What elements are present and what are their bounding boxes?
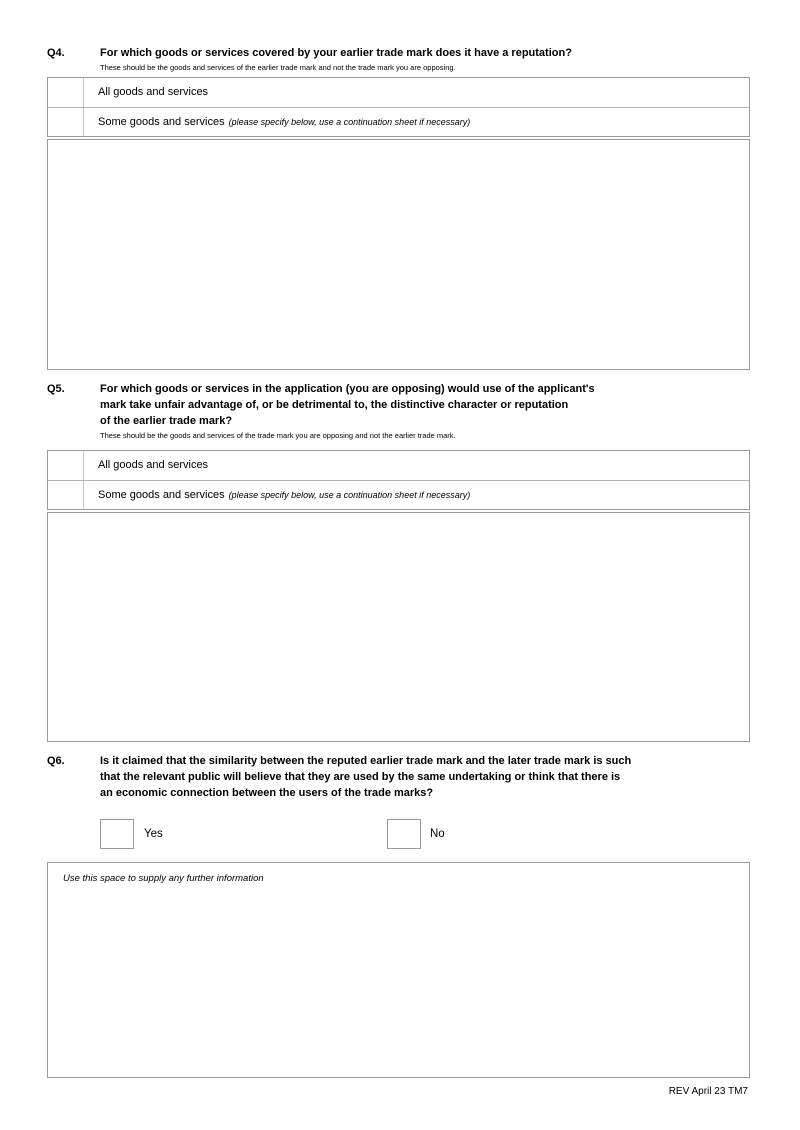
q6-question-text-line1: Is it claimed that the similarity between the reputed earlier trade mark and the later trade mark is such <box>100 755 632 767</box>
q5-all-goods-label-text: All goods and services <box>98 459 209 471</box>
q4-specify-goods-textarea[interactable] <box>47 139 750 370</box>
q5-question-text-line1: For which goods or services in the application (you are opposing) would use of the applicant's <box>100 383 595 395</box>
q6-yes-label: Yes <box>144 828 163 840</box>
q4-number: Q4. <box>47 47 65 59</box>
q6-no-checkbox[interactable] <box>387 819 421 849</box>
q4-header <box>47 45 760 73</box>
q5-all-goods-checkbox[interactable] <box>48 451 84 480</box>
q5-option-row-some-goods <box>48 480 749 509</box>
q6-question-body <box>100 753 760 801</box>
form-revision-label: REV April 23 TM7 <box>668 1086 748 1097</box>
q4-option-row-some-goods <box>48 107 749 136</box>
q4-options-table <box>47 77 750 137</box>
q6-yes-no-row <box>47 818 750 850</box>
q5-some-goods-label-text: Some goods and services <box>98 489 225 501</box>
q4-all-goods-label-text: All goods and services <box>98 86 209 98</box>
q6-no-label: No <box>430 828 445 840</box>
q5-question-text-line3: of the earlier trade mark? <box>100 415 233 427</box>
q5-some-goods-label <box>84 481 470 509</box>
q6-number: Q6. <box>47 755 65 767</box>
further-information-textarea[interactable] <box>47 862 750 1078</box>
q5-some-goods-qualifier: (please specify below, use a continuation sheet if necessary) <box>228 490 471 500</box>
q6-question-text-line2: that the relevant public will believe that they are used by the same undertaking or think that there is <box>100 771 621 783</box>
q5-number: Q5. <box>47 383 65 395</box>
q4-some-goods-checkbox[interactable] <box>48 108 84 136</box>
q4-question-body <box>100 45 760 73</box>
q4-some-goods-qualifier: (please specify below, use a continuation sheet if necessary) <box>228 117 471 127</box>
q5-option-row-all-goods <box>48 451 749 480</box>
q5-question-text-line2: mark take unfair advantage of, or be detrimental to, the distinctive character or reputation <box>100 399 569 411</box>
q4-some-goods-label-text: Some goods and services <box>98 116 225 128</box>
q5-specify-goods-textarea[interactable] <box>47 512 750 742</box>
q4-option-row-all-goods <box>48 78 749 107</box>
q4-some-goods-label <box>84 108 470 136</box>
q4-all-goods-label <box>84 78 208 107</box>
q6-header <box>47 753 760 801</box>
further-information-label: Use this space to supply any further information <box>63 873 264 884</box>
q5-some-goods-checkbox[interactable] <box>48 481 84 509</box>
q5-options-table <box>47 450 750 510</box>
q6-question-text-line3: an economic connection between the users of the trade marks? <box>100 787 434 799</box>
q4-question-text: For which goods or services covered by your earlier trade mark does it have a reputation? <box>100 47 572 59</box>
q4-question-note: These should be the goods and services of the earlier trade mark and not the trade mark you are opposing. <box>100 63 456 72</box>
q5-question-note: These should be the goods and services of the trade mark you are opposing and not the earlier trade mark. <box>100 431 456 440</box>
q4-all-goods-checkbox[interactable] <box>48 78 84 107</box>
q5-question-body <box>100 381 760 441</box>
q5-header <box>47 381 760 441</box>
q6-yes-checkbox[interactable] <box>100 819 134 849</box>
q5-all-goods-label <box>84 451 208 480</box>
